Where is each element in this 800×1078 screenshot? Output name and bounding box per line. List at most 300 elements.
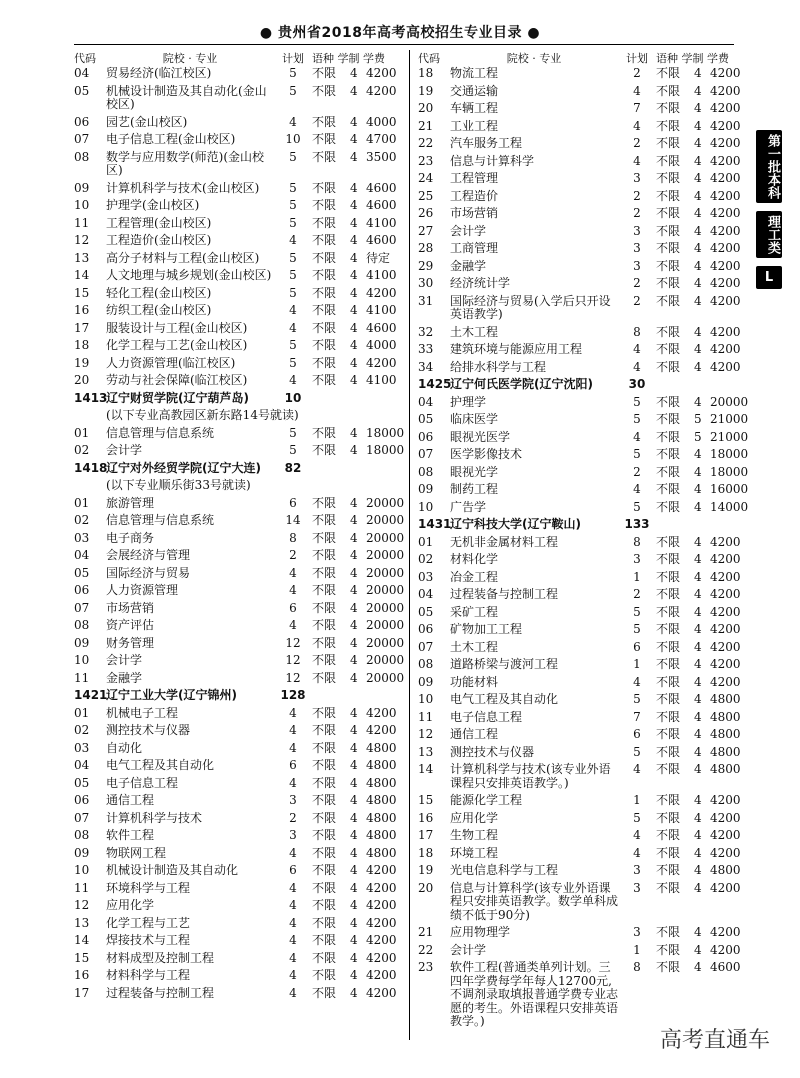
major-name: 会计学 <box>106 443 143 457</box>
major-name: 经济统计学 <box>450 276 511 290</box>
major-code: 17 <box>74 320 90 335</box>
tuition: 4600 <box>366 320 397 335</box>
major-code: 08 <box>74 618 90 632</box>
major-code: 04 <box>74 548 90 562</box>
table-row <box>74 635 405 653</box>
major-code: 24 <box>418 171 434 185</box>
tuition: 4200 <box>710 171 741 185</box>
tuition: 20000 <box>366 583 405 597</box>
table-row <box>418 744 745 762</box>
plan-count: 4 <box>289 775 297 790</box>
years: 4 <box>350 705 358 720</box>
major-code: 11 <box>74 215 90 230</box>
major-code: 19 <box>418 863 434 877</box>
tuition: 16000 <box>710 482 749 496</box>
years: 5 <box>694 429 702 444</box>
plan-count: 3 <box>633 863 641 877</box>
plan-count: 4 <box>289 618 297 632</box>
years: 4 <box>694 793 702 807</box>
major-code: 22 <box>418 136 434 150</box>
side-tab-category: 理工类 <box>756 211 782 258</box>
language: 不限 <box>312 793 337 807</box>
plan-count: 5 <box>289 83 297 98</box>
table-row <box>418 862 745 880</box>
major-code: 06 <box>74 583 90 597</box>
table-row <box>418 845 745 863</box>
major-code: 01 <box>418 534 434 549</box>
years: 4 <box>350 338 358 352</box>
plan-count: 4 <box>633 153 641 168</box>
plan-count: 2 <box>633 464 641 479</box>
major-name: 旅游管理 <box>106 495 155 510</box>
major-name: 电子信息工程 <box>106 775 179 790</box>
major-name: 工程造价(金山校区) <box>106 233 212 247</box>
major-code: 10 <box>418 499 434 514</box>
tuition: 20000 <box>710 394 749 409</box>
right-column <box>418 52 749 1031</box>
language: 不限 <box>656 692 681 706</box>
tuition: 4200 <box>366 950 397 965</box>
major-name: 电气工程及其自动化 <box>106 758 215 772</box>
plan-count: 2 <box>633 293 641 308</box>
plan-count: 4 <box>633 342 641 356</box>
language: 不限 <box>312 915 337 930</box>
tuition: 4200 <box>710 569 741 584</box>
table-row <box>74 967 401 985</box>
plan-count: 1 <box>633 569 641 584</box>
table-row <box>74 810 401 828</box>
tuition: 4600 <box>710 960 741 974</box>
language: 不限 <box>656 342 681 356</box>
years: 4 <box>694 171 702 185</box>
table-row <box>74 149 401 180</box>
language: 不限 <box>312 114 337 129</box>
plan-count: 5 <box>289 66 297 80</box>
language: 不限 <box>656 942 681 957</box>
plan-count: 2 <box>633 587 641 601</box>
major-code: 15 <box>74 285 90 300</box>
major-code: 20 <box>418 101 434 115</box>
plan-count: 4 <box>289 968 297 982</box>
tuition: 4200 <box>366 705 397 720</box>
language: 不限 <box>656 828 681 842</box>
major-code: 20 <box>74 373 90 387</box>
major-code: 12 <box>418 727 434 741</box>
language: 不限 <box>656 188 681 203</box>
campus-note <box>74 407 401 425</box>
major-name: 化学工程与工艺(金山校区) <box>106 338 248 352</box>
language: 不限 <box>656 66 681 80</box>
major-code: 23 <box>418 960 434 974</box>
years: 4 <box>694 639 702 654</box>
language: 不限 <box>656 206 681 220</box>
plan-count: 1 <box>633 793 641 807</box>
plan-count: 3 <box>633 171 641 185</box>
years: 4 <box>694 258 702 273</box>
table-row <box>418 341 745 359</box>
years: 4 <box>694 622 702 636</box>
major-name: 轻化工程(金山校区) <box>106 285 212 300</box>
major-code: 03 <box>74 530 90 545</box>
tuition: 4200 <box>710 359 741 374</box>
school-plan: 82 <box>284 460 302 475</box>
tuition: 4200 <box>366 968 397 982</box>
tuition: 4600 <box>366 180 397 195</box>
language: 不限 <box>312 845 337 860</box>
major-name: 电气工程及其自动化 <box>450 692 559 706</box>
major-code: 12 <box>74 233 90 247</box>
major-name: 土木工程 <box>450 324 499 339</box>
language: 不限 <box>312 530 337 545</box>
years: 5 <box>694 412 702 426</box>
major-code: 07 <box>418 639 434 654</box>
table-row <box>74 897 401 915</box>
left-table-body <box>74 65 405 1002</box>
table-row <box>418 135 745 153</box>
tuition: 20000 <box>366 653 405 667</box>
major-name: 计算机科学与技术(该专业外语课程只安排英语教学。) <box>450 762 611 790</box>
tuition: 4200 <box>366 933 397 947</box>
years: 4 <box>350 670 358 685</box>
years: 4 <box>350 618 358 632</box>
years: 4 <box>694 223 702 238</box>
tuition: 4600 <box>366 233 397 247</box>
major-name: 工程管理(金山校区) <box>106 215 212 230</box>
years: 4 <box>694 276 702 290</box>
tuition: 4200 <box>366 863 397 877</box>
major-code: 01 <box>74 425 90 440</box>
language: 不限 <box>312 215 337 230</box>
plan-count: 3 <box>289 793 297 807</box>
major-name: 人力资源管理(临江校区) <box>106 355 236 370</box>
language: 不限 <box>312 285 337 300</box>
years: 4 <box>350 513 358 527</box>
major-code: 13 <box>74 250 90 265</box>
tuition: 4200 <box>710 136 741 150</box>
major-name: 通信工程 <box>106 793 155 807</box>
side-tab-batch: 第一批本科 <box>756 130 782 203</box>
tuition: 4200 <box>710 657 741 671</box>
language: 不限 <box>656 863 681 877</box>
major-name: 市场营销 <box>450 206 499 220</box>
plan-count: 12 <box>285 635 301 650</box>
years: 4 <box>694 482 702 496</box>
major-code: 26 <box>418 206 434 220</box>
table-row <box>418 674 745 692</box>
plan-count: 5 <box>289 425 297 440</box>
major-name: 贸易经济(临江校区) <box>106 66 212 80</box>
years: 4 <box>350 83 358 98</box>
school-row <box>418 376 745 394</box>
table-row <box>418 726 745 744</box>
years: 4 <box>694 692 702 706</box>
major-code: 05 <box>418 412 434 426</box>
major-name: 市场营销 <box>106 600 155 615</box>
header-rest: 语种 学制 学费 <box>312 52 385 65</box>
school-name: 辽宁何氏医学院(辽宁沈阳) <box>450 377 593 391</box>
tuition: 4000 <box>366 114 397 129</box>
major-code: 34 <box>418 359 434 374</box>
tuition: 4600 <box>366 198 397 212</box>
major-name: 冶金工程 <box>450 569 499 584</box>
major-code: 05 <box>74 775 90 790</box>
plan-count: 8 <box>633 534 641 549</box>
school-row <box>418 516 745 534</box>
table-row <box>418 411 749 429</box>
table-row <box>74 215 401 233</box>
major-name: 化学工程与工艺 <box>106 915 191 930</box>
major-name: 应用物理学 <box>450 925 511 939</box>
tuition: 4200 <box>710 534 741 549</box>
major-code: 20 <box>418 880 434 895</box>
table-row <box>418 153 745 171</box>
tuition: 4100 <box>366 268 397 282</box>
table-header <box>74 52 401 65</box>
plan-count: 12 <box>285 653 301 667</box>
language: 不限 <box>312 320 337 335</box>
major-name: 信息管理与信息系统 <box>106 513 215 527</box>
major-name: 信息管理与信息系统 <box>106 425 215 440</box>
tuition: 4200 <box>710 118 741 133</box>
major-name: 测控技术与仪器 <box>106 723 191 737</box>
language: 不限 <box>656 429 681 444</box>
plan-count: 4 <box>289 303 297 317</box>
tuition: 4200 <box>710 674 741 689</box>
major-name: 功能材料 <box>450 674 499 689</box>
plan-count: 10 <box>285 132 301 146</box>
language: 不限 <box>656 880 681 895</box>
table-row <box>418 293 745 324</box>
table-header <box>418 52 745 65</box>
plan-count: 4 <box>633 482 641 496</box>
language: 不限 <box>312 880 337 895</box>
table-row <box>418 639 745 657</box>
school-code: 1418 <box>74 460 108 475</box>
table-row <box>418 499 749 517</box>
tuition: 4200 <box>366 915 397 930</box>
major-name: 工程造价 <box>450 188 499 203</box>
page-header: ● 贵州省2018年高考高校招生专业目录 ● <box>259 25 541 41</box>
table-row <box>74 547 405 565</box>
plan-count: 5 <box>289 149 297 164</box>
plan-count: 4 <box>289 950 297 965</box>
major-code: 32 <box>418 324 434 339</box>
table-row <box>418 464 749 482</box>
years: 4 <box>694 447 702 461</box>
plan-count: 5 <box>633 499 641 514</box>
plan-count: 4 <box>289 740 297 755</box>
language: 不限 <box>312 425 337 440</box>
major-code: 05 <box>74 83 90 98</box>
language: 不限 <box>312 600 337 615</box>
language: 不限 <box>656 960 681 974</box>
major-code: 10 <box>418 692 434 706</box>
language: 不限 <box>656 762 681 776</box>
language: 不限 <box>312 933 337 947</box>
major-code: 09 <box>418 674 434 689</box>
plan-count: 5 <box>633 810 641 825</box>
plan-count: 4 <box>633 828 641 842</box>
major-name: 交通运输 <box>450 83 499 98</box>
tuition: 18000 <box>366 443 405 457</box>
tuition: 4200 <box>710 845 741 860</box>
plan-count: 5 <box>289 285 297 300</box>
plan-count: 4 <box>633 762 641 776</box>
plan-count: 4 <box>633 83 641 98</box>
plan-count: 3 <box>633 241 641 255</box>
major-name: 机械电子工程 <box>106 705 179 720</box>
table-row <box>74 985 401 1003</box>
years: 4 <box>350 793 358 807</box>
table-row <box>74 267 401 285</box>
school-name: 辽宁工业大学(辽宁锦州) <box>106 688 237 702</box>
language: 不限 <box>656 171 681 185</box>
table-row <box>74 652 405 670</box>
major-code: 02 <box>418 552 434 566</box>
major-name: 国际经济与贸易(入学后只开设英语教学) <box>450 293 611 321</box>
years: 4 <box>694 744 702 759</box>
language: 不限 <box>312 898 337 912</box>
side-tabs <box>756 130 800 297</box>
table-row <box>74 740 401 758</box>
major-name: 机械设计制造及其自动化 <box>106 863 239 877</box>
years: 4 <box>694 324 702 339</box>
major-name: 护理学(金山校区) <box>106 198 200 212</box>
table-row <box>418 324 745 342</box>
tuition: 4200 <box>710 258 741 273</box>
major-name: 金融学 <box>106 670 143 685</box>
major-code: 05 <box>418 604 434 619</box>
plan-count: 2 <box>633 188 641 203</box>
plan-count: 2 <box>633 276 641 290</box>
school-name: 辽宁科技大学(辽宁鞍山) <box>450 517 581 531</box>
table-row <box>418 240 745 258</box>
major-code: 04 <box>74 758 90 772</box>
table-row <box>418 429 749 447</box>
language: 不限 <box>312 132 337 146</box>
plan-count: 2 <box>633 136 641 150</box>
years: 4 <box>694 101 702 115</box>
major-code: 22 <box>418 942 434 957</box>
header-code: 代码 <box>74 52 96 65</box>
header-code: 代码 <box>418 52 440 65</box>
tuition: 4700 <box>366 132 397 146</box>
major-code: 14 <box>74 268 90 282</box>
table-row <box>418 100 745 118</box>
language: 不限 <box>312 670 337 685</box>
plan-count: 4 <box>289 320 297 335</box>
tuition: 14000 <box>710 499 749 514</box>
major-code: 04 <box>74 66 90 80</box>
years: 4 <box>694 863 702 877</box>
years: 4 <box>694 342 702 356</box>
language: 不限 <box>656 394 681 409</box>
tuition: 4800 <box>710 762 741 776</box>
major-name: 数学与应用数学(师范)(金山校区) <box>106 149 265 177</box>
language: 不限 <box>656 793 681 807</box>
table-row <box>418 810 745 828</box>
years: 4 <box>350 198 358 212</box>
school-name: 辽宁财贸学院(辽宁葫芦岛) <box>106 390 249 405</box>
major-code: 19 <box>74 355 90 370</box>
table-row <box>418 223 745 241</box>
major-code: 14 <box>418 762 434 776</box>
language: 不限 <box>312 373 337 387</box>
plan-count: 4 <box>289 565 297 580</box>
tuition: 4200 <box>710 188 741 203</box>
language: 不限 <box>656 241 681 255</box>
table-row <box>74 670 405 688</box>
header-plan: 计划 <box>626 52 648 65</box>
major-code: 09 <box>74 180 90 195</box>
plan-count: 4 <box>289 880 297 895</box>
years: 4 <box>350 149 358 164</box>
major-code: 18 <box>418 66 434 80</box>
tuition: 20000 <box>366 670 405 685</box>
tuition: 4200 <box>710 83 741 98</box>
language: 不限 <box>312 985 337 1000</box>
years: 4 <box>694 206 702 220</box>
years: 4 <box>694 569 702 584</box>
major-name: 护理学 <box>450 394 487 409</box>
table-row <box>74 425 405 443</box>
tuition: 4200 <box>710 206 741 220</box>
table-row <box>74 320 401 338</box>
language: 不限 <box>656 569 681 584</box>
major-name: 给排水科学与工程 <box>450 359 547 374</box>
plan-count: 4 <box>633 359 641 374</box>
table-row <box>74 285 401 303</box>
note-text: (以下专业高教园区新东路14号就读) <box>106 408 299 422</box>
major-code: 06 <box>74 114 90 129</box>
major-name: 应用化学 <box>106 898 155 912</box>
table-row <box>74 180 401 198</box>
language: 不限 <box>312 180 337 195</box>
language: 不限 <box>656 83 681 98</box>
years: 4 <box>694 552 702 566</box>
table-row <box>418 551 745 569</box>
table-row <box>418 170 745 188</box>
major-code: 07 <box>418 447 434 461</box>
tuition: 4200 <box>710 293 741 308</box>
language: 不限 <box>312 723 337 737</box>
major-code: 10 <box>74 198 90 212</box>
table-row <box>74 565 405 583</box>
table-row <box>74 372 401 390</box>
tuition: 4200 <box>710 925 741 939</box>
table-row <box>418 275 745 293</box>
tuition: 4800 <box>366 810 397 825</box>
major-name: 人力资源管理 <box>106 583 179 597</box>
table-row <box>74 845 401 863</box>
major-name: 采矿工程 <box>450 604 499 619</box>
major-name: 会计学 <box>106 653 143 667</box>
table-row <box>74 442 405 460</box>
language: 不限 <box>656 118 681 133</box>
major-code: 18 <box>418 845 434 860</box>
major-code: 29 <box>418 258 434 273</box>
major-code: 03 <box>74 740 90 755</box>
language: 不限 <box>312 950 337 965</box>
tuition: 20000 <box>366 600 405 615</box>
language: 不限 <box>312 863 337 877</box>
years: 4 <box>350 653 358 667</box>
table-row <box>418 481 749 499</box>
plan-count: 3 <box>633 925 641 939</box>
major-name: 工商管理 <box>450 241 499 255</box>
language: 不限 <box>656 639 681 654</box>
tuition: 4200 <box>710 587 741 601</box>
